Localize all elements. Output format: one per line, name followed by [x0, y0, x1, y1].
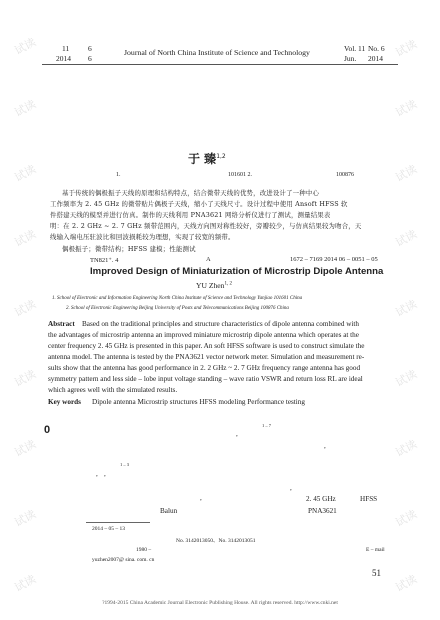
volume: Vol. 11: [344, 44, 366, 53]
month-cn: 6: [88, 54, 92, 63]
abstract-en-line: center frequency 2. 45 GHz is presented in this paper. An soft HFSS software is used to construct simulate the: [48, 342, 365, 350]
email-label: E – mail: [366, 547, 385, 553]
page-number: 51: [372, 568, 381, 578]
journal-name: Journal of North China Institute of Science and Technology: [124, 48, 310, 57]
affil-cn-1: 1.: [116, 172, 121, 178]
birth-year: 1980 –: [136, 547, 152, 553]
fund-number: No. 3142013050、No. 3142013051: [176, 538, 256, 544]
punctuation: ,: [236, 430, 238, 438]
punctuation: ,: [96, 470, 98, 478]
author-en-name: YU Zhen: [196, 281, 225, 290]
frequency-text: 2. 45 GHz: [306, 495, 336, 503]
keywords-label: Key words: [48, 398, 81, 406]
year-cn: 2014: [56, 54, 71, 63]
abstract-cn-line: 线输入端电压驻波比和回波损耗较为理想，实现了较宽的频带。: [50, 233, 235, 241]
watermark: 试读: [12, 162, 38, 185]
hfss-text: HFSS: [360, 495, 378, 503]
watermark: 试读: [12, 97, 38, 120]
pna-text: PNA3621: [308, 507, 337, 515]
watermark: 试读: [12, 227, 38, 250]
watermark: 试读: [393, 97, 419, 120]
abstract-en-line: which agrees well with the simulated results.: [48, 386, 178, 394]
punctuation: ,: [324, 442, 326, 450]
clc-number: TN821⁺. 4: [90, 257, 119, 264]
issue-cn: 6: [88, 44, 92, 53]
watermark: 试读: [12, 507, 38, 530]
watermark: 试读: [393, 37, 419, 60]
watermark: 试读: [393, 507, 419, 530]
affil-cn-3: 100876: [336, 172, 354, 178]
author-en-sup: 1, 2: [224, 281, 232, 287]
title-en: Improved Design of Miniaturization of Microstrip Dipole Antenna: [90, 266, 384, 277]
volume-cn: 11: [62, 44, 70, 53]
abstract-en-line: sults show that the antenna has good performance in 2. 2 GHz ~ 2. 7 GHz frequency range antenna has good: [48, 364, 361, 372]
abstract-en-line: antenna model. The antenna is tested by the PNA3621 vector network meter. Simulation and measurement re-: [48, 353, 365, 361]
abstract-en-line: the advantages of microstrip antenna an improved miniature microstrip dipole antenna which operates at the: [48, 331, 359, 339]
citation: 1 – 7: [262, 423, 271, 428]
abstract-cn-line: 工作频率为 2. 45 GHz 的微带贴片偶极子天线，缩小了天线尺寸。设计过程中使用 Ansoft HFSS 软: [50, 200, 348, 208]
watermark: 试读: [12, 572, 38, 595]
footnote-rule: [86, 522, 150, 523]
abstract-en-line: Based on the traditional principles and structure characteristics of dipole antenna combined with: [82, 320, 360, 328]
abstract-cn-line: 基于传统的偶极振子天线的原理和结构特点，结合微带天线的优势，改进设计了一种中心: [62, 189, 320, 197]
author-en: [196, 281, 232, 290]
watermark: 试读: [393, 437, 419, 460]
author-cn-name: 于 臻: [188, 152, 217, 166]
affil-en-2: 2. School of Electronic Engineering Beijing University of Posts and Telecommunications Beijing 100876 China: [66, 306, 289, 311]
section-number: 0: [44, 424, 51, 436]
punctuation: ,: [200, 494, 202, 502]
balun-text: Balun: [160, 507, 178, 515]
email-address: yuzhen2007@ sina. com. cn: [92, 557, 155, 563]
watermark: 试读: [12, 297, 38, 320]
watermark: 试读: [393, 367, 419, 390]
watermark: 试读: [393, 297, 419, 320]
watermark: 试读: [393, 162, 419, 185]
issue-number: No. 6: [368, 44, 385, 53]
watermark: 试读: [393, 227, 419, 250]
affil-cn-2: 101601 2.: [228, 172, 252, 178]
citation: 1 – 3: [120, 462, 129, 467]
article-number: 1672 – 7169 2014 06 – 0051 – 05: [290, 256, 378, 263]
keywords-cn: 偶极振子；微带结构；HFSS 建模；性能测试: [62, 245, 196, 253]
abstract-label: Abstract: [48, 320, 75, 328]
watermark: 试读: [12, 35, 38, 58]
document-code: A: [206, 256, 211, 263]
abstract-en-line: symmetry pattern and less side – lobe input voltage standing – wave ratio VSWR and return loss RL are ideal: [48, 375, 363, 383]
punctuation: ,: [290, 484, 292, 492]
month: Jun.: [344, 54, 357, 63]
watermark: 试读: [393, 572, 419, 595]
watermark: 试读: [12, 437, 38, 460]
affil-en-1: 1. School of Electronic and Information Engineering North China Institute of Science and Technology Yanjiao 101601 China: [52, 296, 303, 301]
keywords-en: Dipole antenna Microstrip structures HFSS modeling Performance testing: [92, 398, 305, 406]
header-rule: [42, 64, 398, 65]
author-cn: [188, 150, 226, 167]
received-date: 2014 – 05 – 13: [92, 526, 125, 532]
abstract-cn-line: 件搭建天线的模型并进行仿真。制作的天线利用 PNA3621 网络分析仪进行了测试，测量结果表: [50, 211, 331, 219]
author-cn-sup: 1,2: [216, 153, 226, 160]
punctuation: ,: [104, 470, 106, 478]
year: 2014: [368, 54, 383, 63]
abstract-cn-line: 明：在 2. 2 GHz ~ 2. 7 GHz 频带范围内，天线方向图对称性较好，旁瓣较少，与仿真结果较为吻合，天: [50, 222, 362, 230]
copyright-footer: ?1994-2015 China Academic Journal Electronic Publishing House. All rights reserved. http://www.cnki.net: [102, 600, 338, 606]
watermark: 试读: [12, 367, 38, 390]
